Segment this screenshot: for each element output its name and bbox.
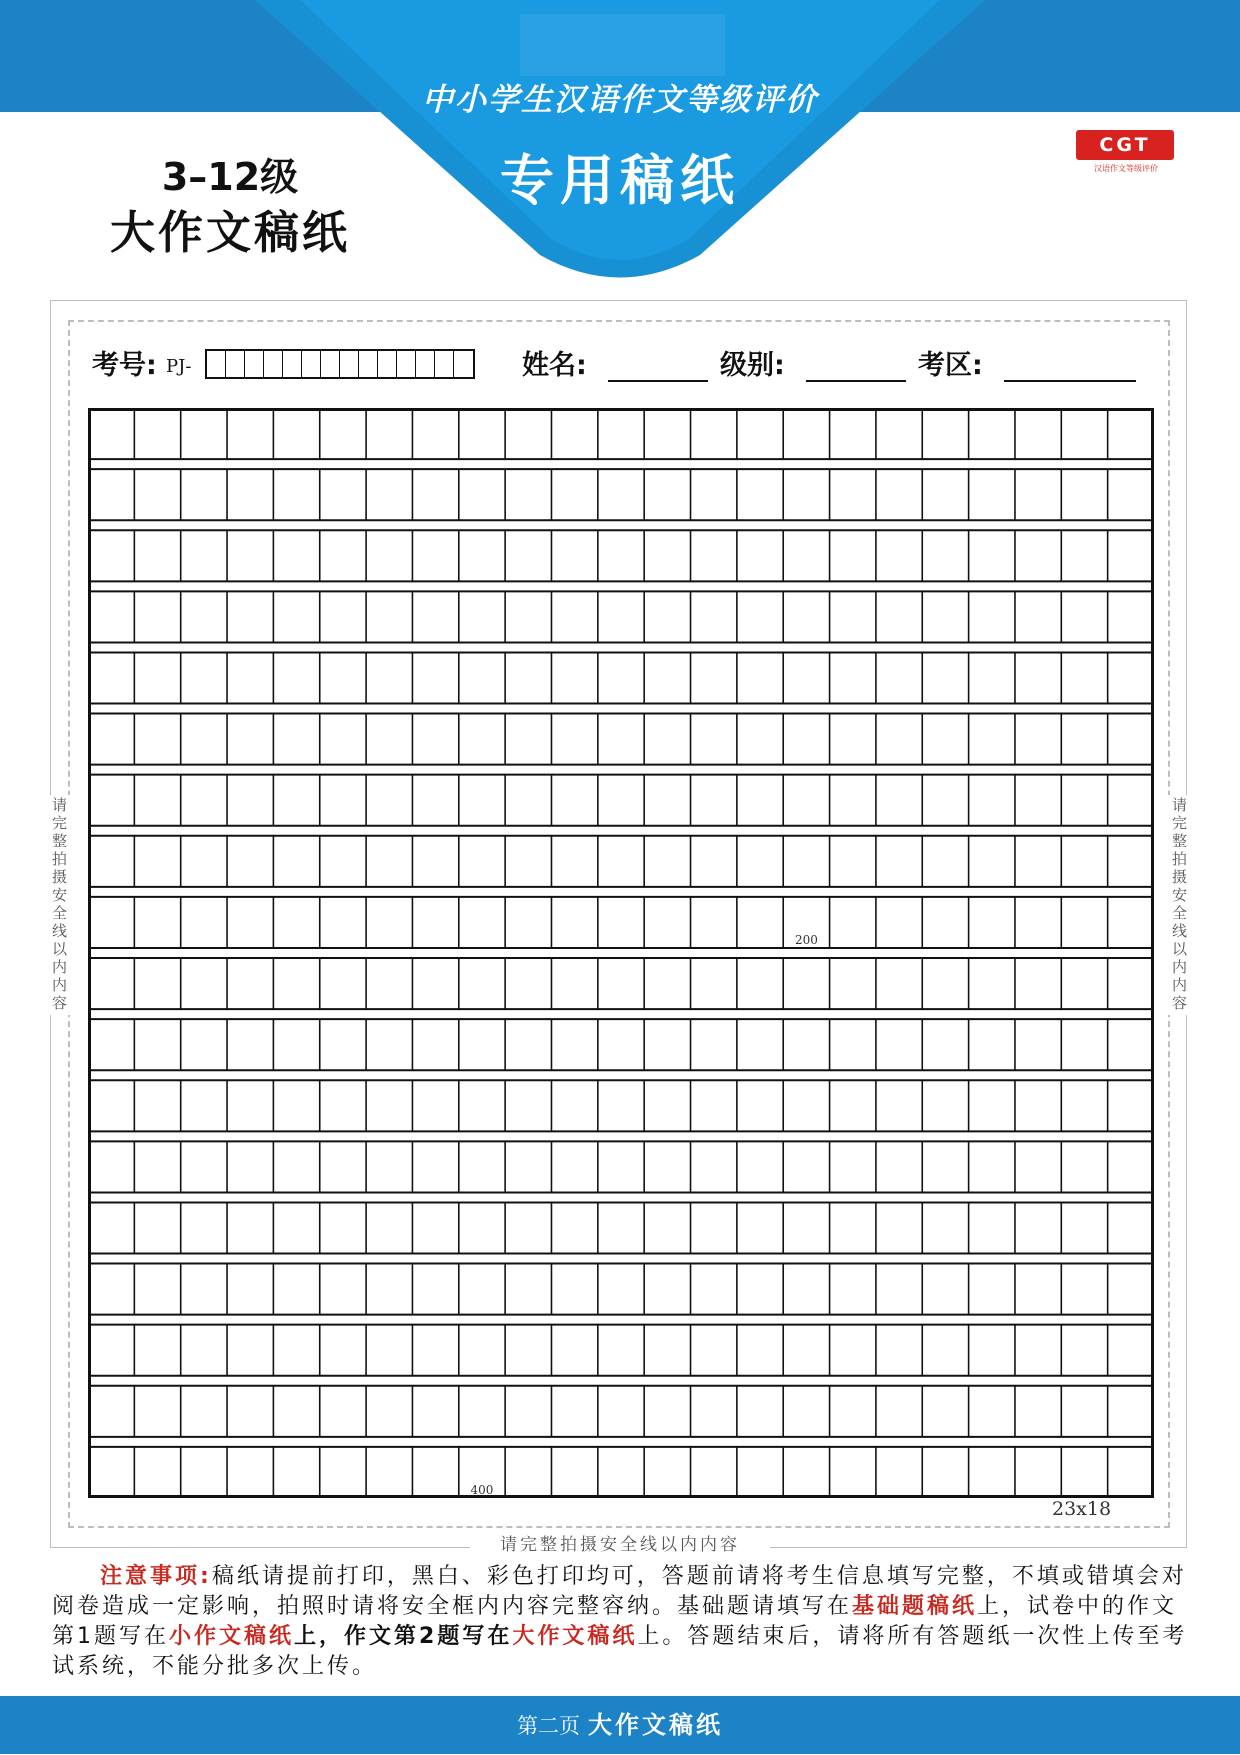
footer-bar: [0, 1696, 1240, 1754]
level-field[interactable]: [806, 380, 906, 382]
exam-no-digit-box[interactable]: [378, 351, 397, 377]
grid-size-label: 23x18: [1052, 1498, 1112, 1520]
exam-no-digit-box[interactable]: [397, 351, 416, 377]
notice-text-4: 上。答题结束后，请将所有答题纸一次性上传至考试系统，不能分批多次上传。: [52, 1624, 1188, 1679]
exam-no-digit-box[interactable]: [454, 351, 473, 377]
name-field[interactable]: [608, 380, 708, 382]
notice-highlight-small: 小作文稿纸: [169, 1624, 295, 1649]
notice: [52, 1562, 1192, 1682]
cgt-logo-text: CGT: [1076, 130, 1174, 160]
exam-no-digit-box[interactable]: [264, 351, 283, 377]
safe-area-note-bottom: 请完整拍摄安全线以内内容: [470, 1530, 770, 1555]
grid-count-marker: 200: [794, 933, 818, 947]
sheet-level: 3–12级: [161, 155, 299, 199]
exam-no-label: 考号:: [92, 350, 157, 381]
exam-no-digit-box[interactable]: [435, 351, 454, 377]
exam-no-digit-box[interactable]: [416, 351, 435, 377]
notice-highlight-large: 大作文稿纸: [512, 1624, 638, 1649]
header-subtitle: 中小学生汉语作文等级评价: [422, 82, 818, 118]
writing-grid[interactable]: [88, 408, 1154, 1498]
exam-no-digit-box[interactable]: [302, 351, 321, 377]
name-label: 姓名:: [522, 350, 587, 381]
notice-highlight-basic: 基础题稿纸: [852, 1594, 978, 1619]
area-label: 考区:: [918, 350, 983, 381]
header-title: 专用稿纸: [500, 149, 740, 212]
exam-no-boxes[interactable]: [205, 349, 475, 379]
exam-no-digit-box[interactable]: [321, 351, 340, 377]
footer-page: 第二页: [517, 1714, 580, 1738]
safe-area-note-right: 请完整拍摄安全线以内内容: [1170, 797, 1188, 1013]
notice-text-3: 上，作文第2题写在: [294, 1624, 513, 1649]
exam-no-digit-box[interactable]: [359, 351, 378, 377]
sheet-name: 大作文稿纸: [109, 206, 350, 259]
exam-no-digit-box[interactable]: [283, 351, 302, 377]
exam-no-digit-box[interactable]: [245, 351, 264, 377]
level-label: 级别:: [720, 350, 785, 381]
exam-no-digit-box[interactable]: [207, 351, 226, 377]
cgt-logo: [1070, 126, 1182, 174]
notice-text-1: 稿纸请提前打印，黑白、彩色打印均可，答题前请将考生信息填写完整，不填或错填会对阅卷造成一定影响，拍照时请将安全框内内容完整容纳。基础题请填写在: [52, 1564, 1187, 1619]
cgt-logo-caption: 汉语作文等级评价: [1094, 164, 1158, 173]
grid-count-marker: 400: [470, 1483, 494, 1497]
exam-no-prefix: PJ-: [166, 356, 192, 377]
grid-border: [90, 410, 1153, 1497]
notice-text-2: 上，试卷中的作文第1题写在: [52, 1594, 1178, 1649]
exam-no-digit-box[interactable]: [340, 351, 359, 377]
safe-area-note-left: 请完整拍摄安全线以内内容: [50, 797, 68, 1013]
area-field[interactable]: [1004, 380, 1136, 382]
notice-title: 注意事项:: [100, 1564, 212, 1589]
footer-text: [0, 1696, 1240, 1754]
exam-no-digit-box[interactable]: [226, 351, 245, 377]
footer-title: 大作文稿纸: [588, 1711, 723, 1739]
